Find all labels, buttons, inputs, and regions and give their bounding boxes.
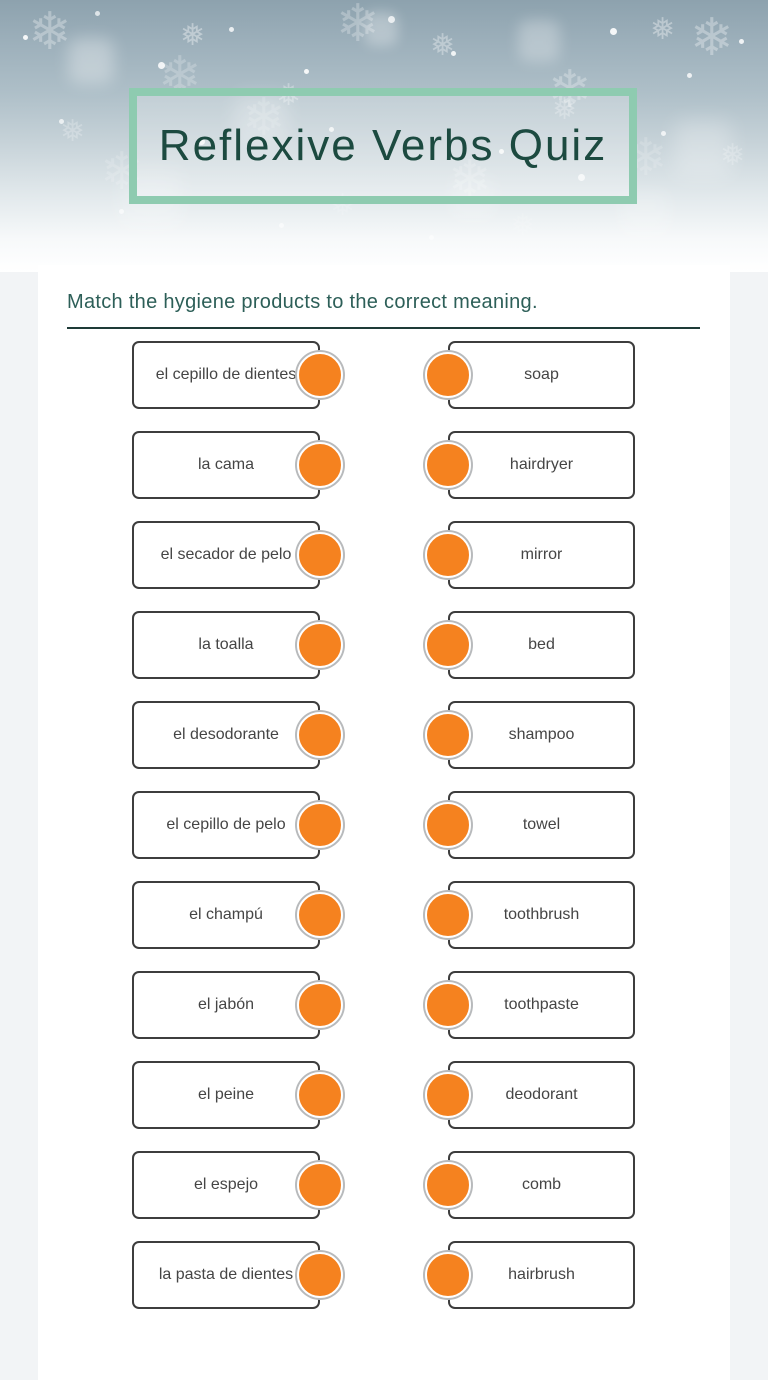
match-item-right[interactable] [448, 1151, 635, 1219]
connector-dot[interactable] [425, 532, 471, 578]
connector-dot[interactable] [297, 892, 343, 938]
match-row [38, 791, 730, 859]
match-item-label: el cepillo de dientes [155, 366, 297, 383]
match-item-left[interactable] [132, 521, 320, 589]
connector-dot[interactable] [297, 712, 343, 758]
match-item-left[interactable] [132, 1151, 320, 1219]
match-row [38, 611, 730, 679]
worksheet-panel [38, 265, 730, 1380]
match-item-label: towel [522, 816, 561, 833]
connector-dot[interactable] [425, 1072, 471, 1118]
match-item-label: toothpaste [504, 996, 579, 1013]
match-item-right[interactable] [448, 1241, 635, 1309]
connector-dot[interactable] [425, 982, 471, 1028]
connector-dot[interactable] [297, 1252, 343, 1298]
match-item-left[interactable] [132, 611, 320, 679]
match-item-label: la cama [197, 456, 255, 473]
match-item-left[interactable] [132, 881, 320, 949]
match-item-left[interactable] [132, 341, 320, 409]
connector-dot[interactable] [425, 712, 471, 758]
match-row [38, 1061, 730, 1129]
match-item-label: la toalla [198, 636, 254, 653]
match-item-label: shampoo [508, 726, 575, 743]
match-item-right[interactable] [448, 881, 635, 949]
match-item-left[interactable] [132, 971, 320, 1039]
match-item-label: la pasta de dientes [158, 1266, 294, 1283]
connector-dot[interactable] [297, 532, 343, 578]
match-row [38, 881, 730, 949]
match-item-label: bed [528, 636, 555, 653]
match-item-label: el espejo [193, 1176, 259, 1193]
match-item-label: el peine [197, 1086, 255, 1103]
connector-dot[interactable] [297, 352, 343, 398]
match-item-left[interactable] [132, 701, 320, 769]
match-item-right[interactable] [448, 521, 635, 589]
question-instruction: Match the hygiene products to the correct meaning. [67, 291, 700, 329]
match-item-label: el secador de pelo [160, 546, 292, 563]
connector-dot[interactable] [425, 352, 471, 398]
connector-dot[interactable] [425, 622, 471, 668]
connector-dot[interactable] [297, 1072, 343, 1118]
connector-dot[interactable] [297, 622, 343, 668]
match-item-right[interactable] [448, 611, 635, 679]
match-item-label: soap [524, 366, 559, 383]
connector-dot[interactable] [425, 802, 471, 848]
worksheet-title-frame [129, 88, 637, 204]
match-item-label: el champú [189, 906, 263, 923]
match-item-right[interactable] [448, 971, 635, 1039]
match-item-label: comb [521, 1176, 562, 1193]
match-item-right[interactable] [448, 701, 635, 769]
connector-dot[interactable] [425, 442, 471, 488]
connector-dot[interactable] [297, 802, 343, 848]
match-list [38, 265, 730, 1380]
match-item-label: el jabón [197, 996, 255, 1013]
match-item-left[interactable] [132, 1241, 320, 1309]
match-item-label: el cepillo de pelo [166, 816, 286, 833]
match-item-label: mirror [520, 546, 563, 563]
match-item-right[interactable] [448, 1061, 635, 1129]
match-item-label: hairdryer [509, 456, 574, 473]
connector-dot[interactable] [425, 892, 471, 938]
connector-dot[interactable] [297, 1162, 343, 1208]
match-item-right[interactable] [448, 431, 635, 499]
match-item-label: el desodorante [173, 726, 279, 743]
match-row [38, 341, 730, 409]
match-item-label: hairbrush [508, 1266, 575, 1283]
match-row [38, 521, 730, 589]
match-item-label: toothbrush [503, 906, 580, 923]
match-item-left[interactable] [132, 431, 320, 499]
connector-dot[interactable] [297, 442, 343, 488]
match-item-left[interactable] [132, 1061, 320, 1129]
connector-dot[interactable] [425, 1252, 471, 1298]
match-row [38, 1151, 730, 1219]
match-item-left[interactable] [132, 791, 320, 859]
connector-dot[interactable] [425, 1162, 471, 1208]
match-row [38, 701, 730, 769]
match-item-right[interactable] [448, 341, 635, 409]
connector-dot[interactable] [297, 982, 343, 1028]
match-row [38, 971, 730, 1039]
match-row [38, 431, 730, 499]
match-item-label: deodorant [505, 1086, 578, 1103]
snow-dots-decor [0, 0, 3, 3]
match-item-right[interactable] [448, 791, 635, 859]
match-row [38, 1241, 730, 1309]
page-title: Reflexive Verbs Quiz [158, 121, 608, 170]
